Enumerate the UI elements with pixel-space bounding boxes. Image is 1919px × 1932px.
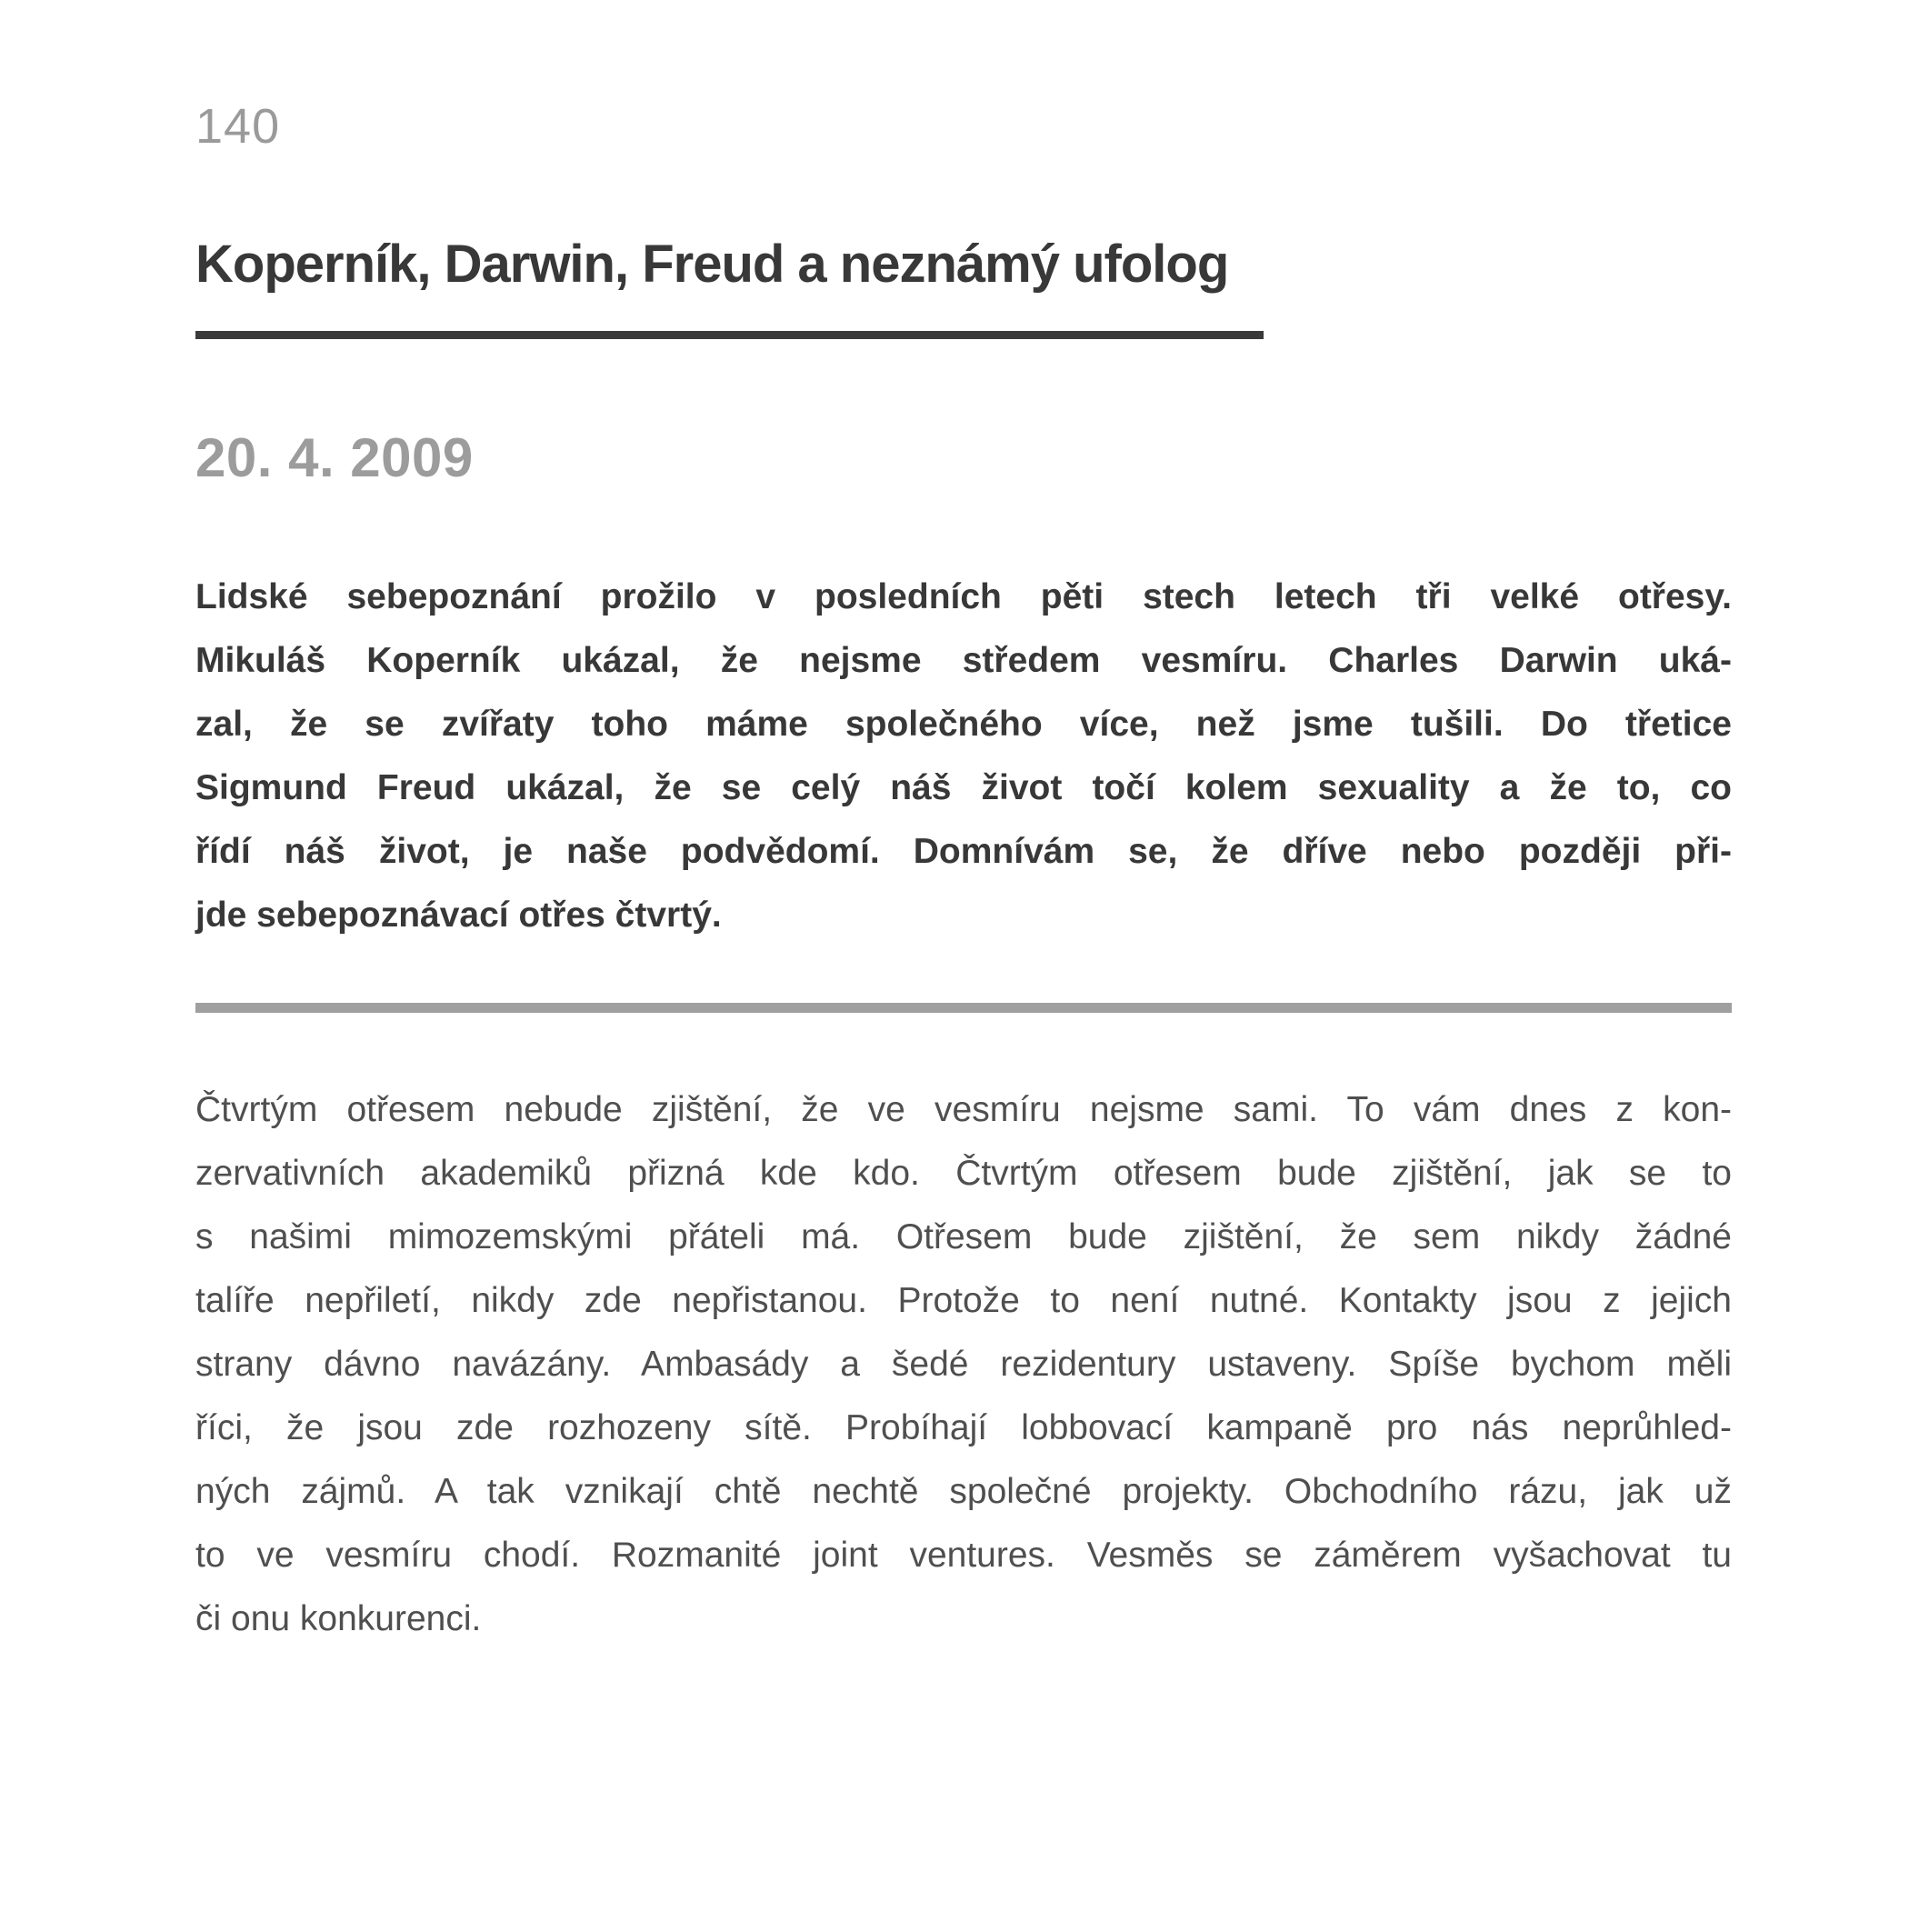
text-line: Sigmund Freud ukázal, že se celý náš život točí kolem sexuality a že to, co xyxy=(195,768,1732,807)
text-line: či onu konkurenci. xyxy=(195,1599,482,1638)
page-number: 140 xyxy=(195,99,281,154)
text-line: řídí náš život, je naše podvědomí. Domnívám se, že dříve nebo později při- xyxy=(195,832,1732,871)
lead-paragraph xyxy=(195,566,1732,947)
title-underline-rule xyxy=(195,331,1264,339)
text-line: s našimi mimozemskými přáteli má. Otřesem bude zjištění, že sem nikdy žádné xyxy=(195,1217,1732,1256)
text-line: ných zájmů. A tak vznikají chtě nechtě společné projekty. Obchodního rázu, jak už xyxy=(195,1472,1732,1511)
article-date: 20. 4. 2009 xyxy=(195,427,474,488)
article-title: Koperník, Darwin, Freud a neznámý ufolog xyxy=(195,235,1229,294)
text-line: říci, že jsou zde rozhozeny sítě. Probíhají lobbovací kampaně pro nás neprůhled- xyxy=(195,1408,1732,1447)
text-line: strany dávno navázány. Ambasády a šedé rezidentury ustaveny. Spíše bychom měli xyxy=(195,1345,1732,1384)
text-line: zal, že se zvířaty toho máme společného více, než jsme tušili. Do třetice xyxy=(195,705,1732,744)
text-line: Čtvrtým otřesem nebude zjištění, že ve vesmíru nejsme sami. To vám dnes z kon- xyxy=(195,1090,1732,1129)
section-divider-rule xyxy=(195,1003,1732,1013)
text-line: jde sebepoznávací otřes čtvrtý. xyxy=(195,896,722,935)
text-line: Lidské sebepoznání prožilo v posledních pěti stech letech tři velké otřesy. xyxy=(195,577,1732,616)
text-line: talíře nepřiletí, nikdy zde nepřistanou. Protože to není nutné. Kontakty jsou z jejich xyxy=(195,1281,1732,1320)
body-paragraph xyxy=(195,1078,1732,1651)
text-line: zervativních akademiků přizná kde kdo. Čtvrtým otřesem bude zjištění, jak se to xyxy=(195,1154,1732,1193)
text-line: Mikuláš Koperník ukázal, že nejsme středem vesmíru. Charles Darwin uká- xyxy=(195,641,1732,680)
text-line: to ve vesmíru chodí. Rozmanité joint ventures. Vesměs se záměrem vyšachovat tu xyxy=(195,1536,1732,1575)
